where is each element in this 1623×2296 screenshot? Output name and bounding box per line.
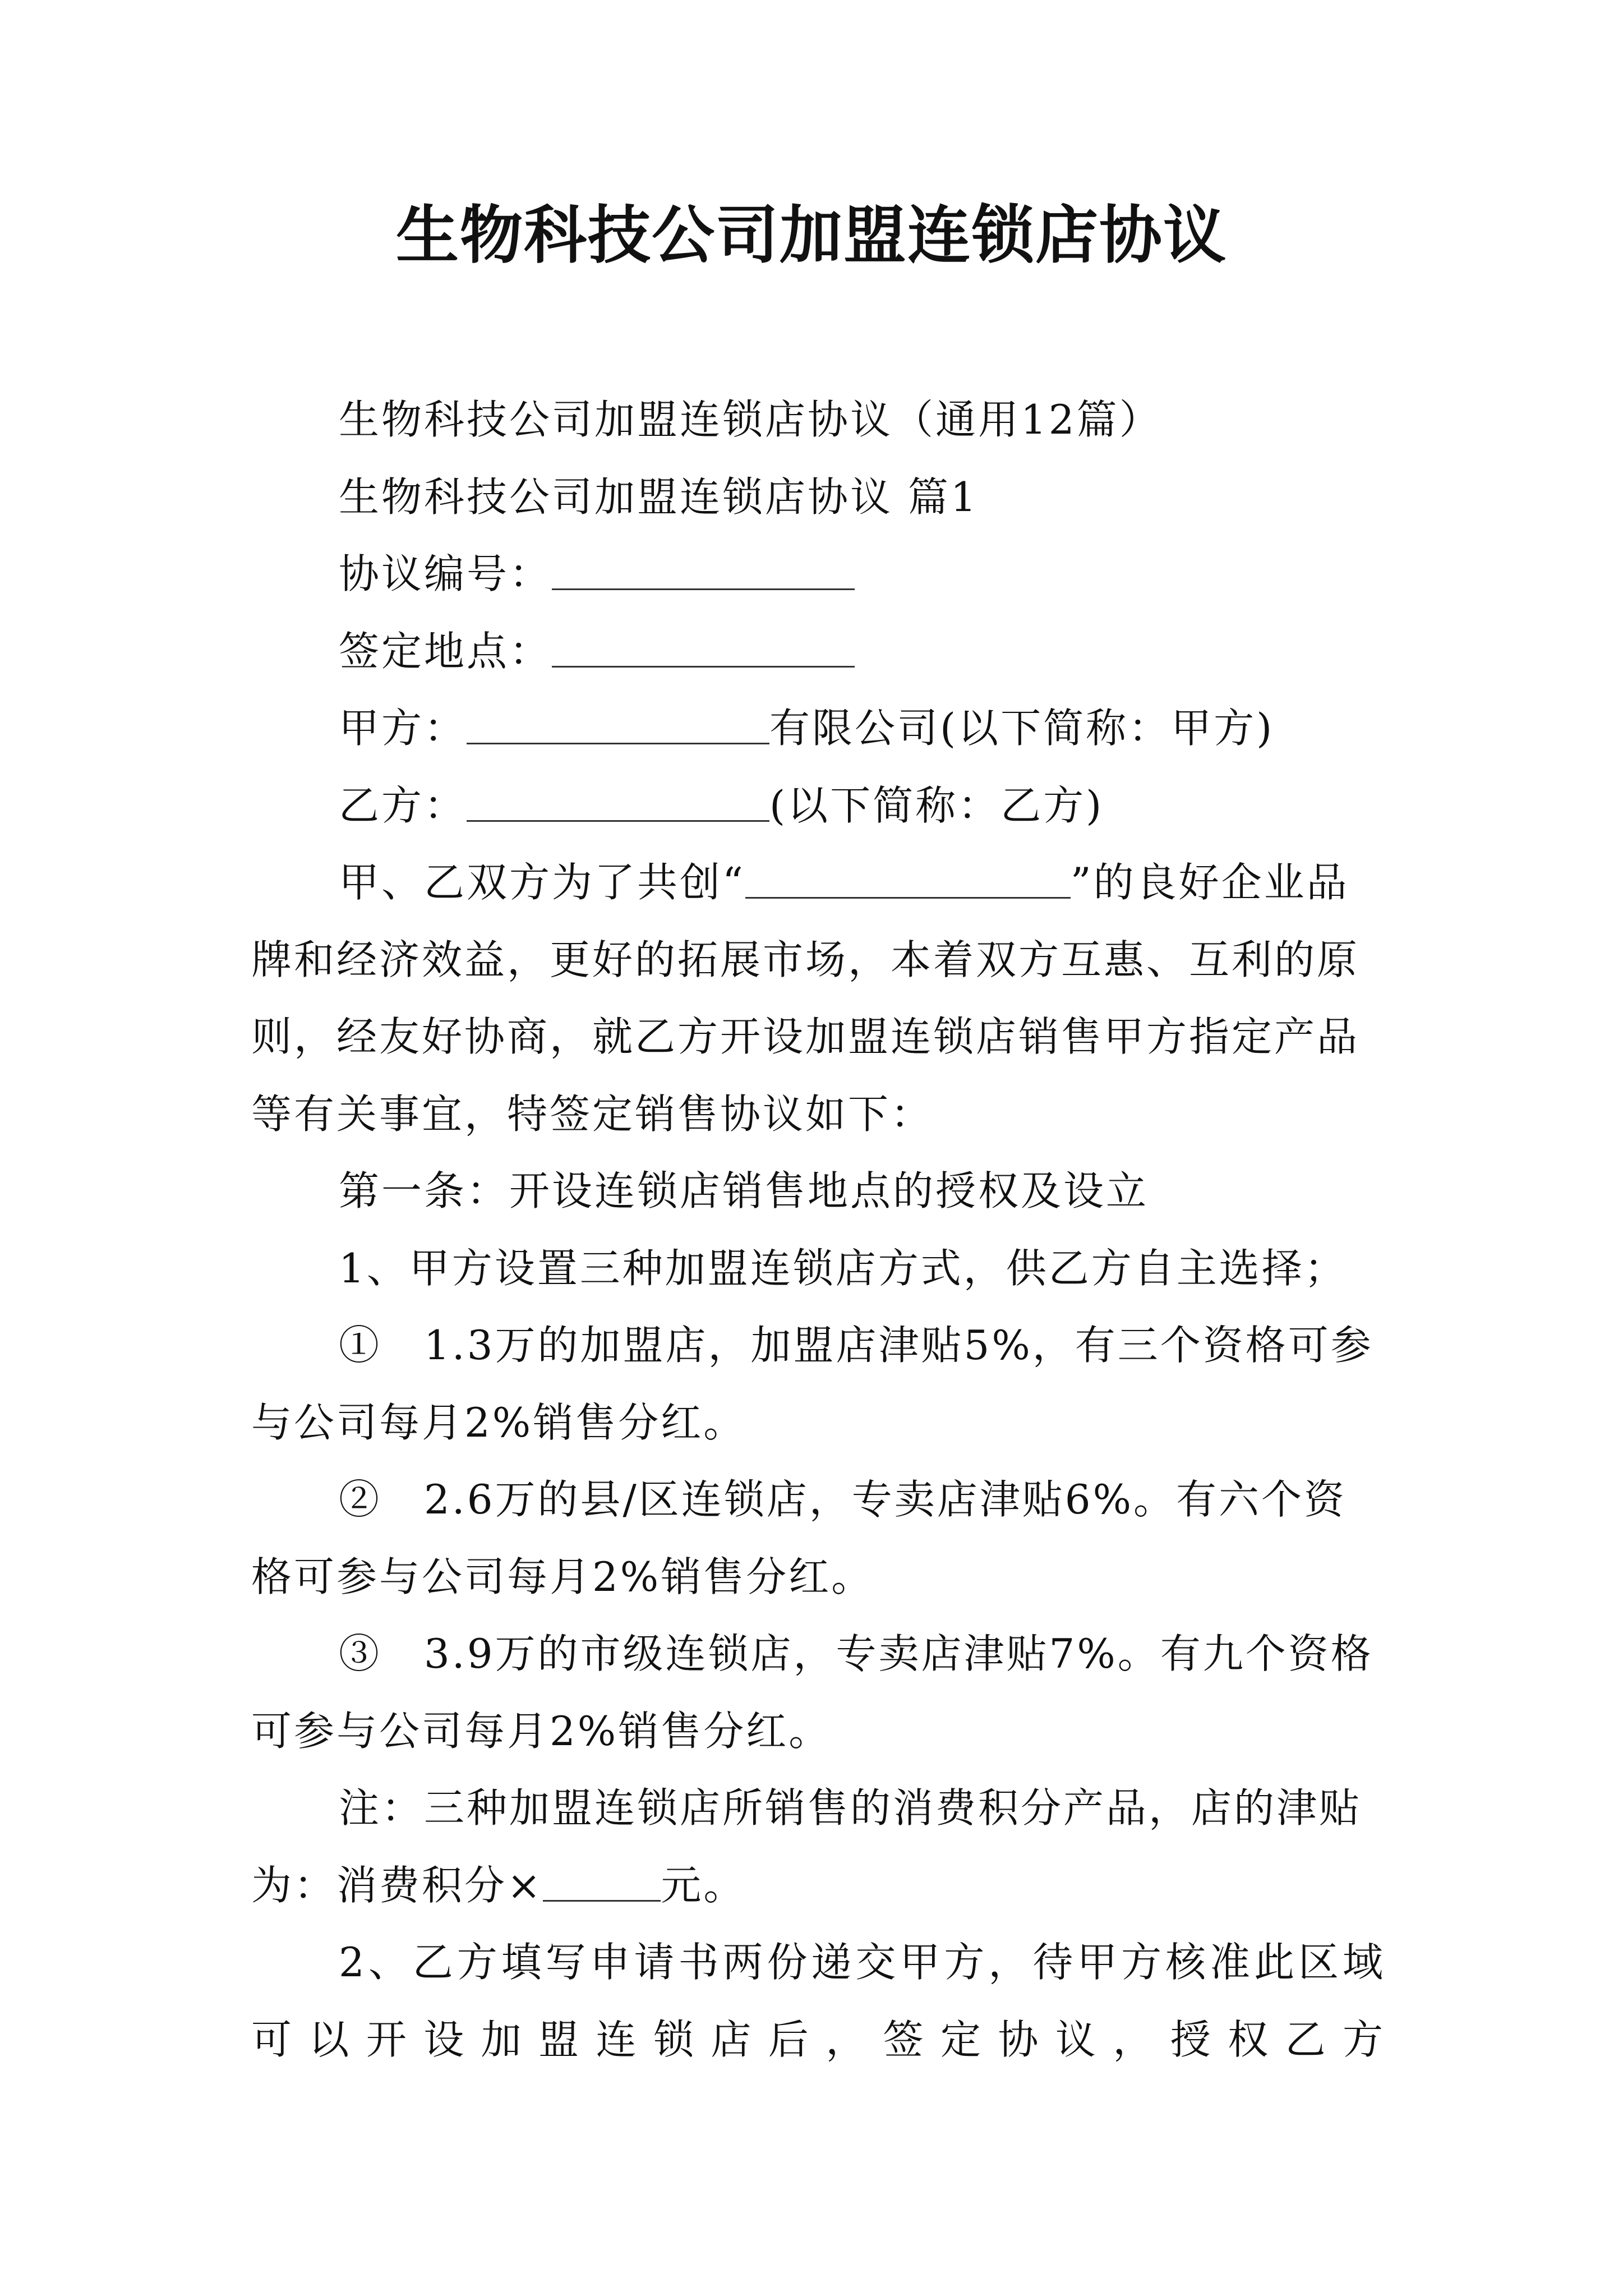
agreement-number-blank bbox=[552, 556, 855, 590]
party-a-blank bbox=[467, 710, 769, 744]
preamble-start: 甲、乙双方为了共创“ bbox=[339, 859, 745, 906]
preamble-paragraph bbox=[251, 844, 1385, 1153]
note-end: 元。 bbox=[661, 1861, 746, 1909]
subtitle: 生物科技公司加盟连锁店协议（通用12篇） bbox=[339, 396, 1162, 443]
option-1: ① 1.3万的加盟店，加盟店津贴5%，有三个资格可参与公司每月2%销售分红。 bbox=[251, 1322, 1373, 1446]
party-b-blank bbox=[467, 788, 769, 822]
signing-place-line bbox=[251, 613, 1385, 691]
document-title: 生物科技公司加盟连锁店协议 bbox=[396, 199, 1227, 272]
option-2: ② 2.6万的县/区连锁店，专卖店津贴6%。有六个资格可参与公司每月2%销售分红。 bbox=[251, 1476, 1347, 1600]
agreement-number-label: 协议编号： bbox=[339, 550, 552, 597]
item-1: 1、甲方设置三种加盟连锁店方式，供乙方自主选择； bbox=[339, 1244, 1347, 1292]
party-a-line bbox=[251, 690, 1385, 767]
note-text: 注：三种加盟连锁店所销售的消费积分产品，店的津贴为：消费积分× bbox=[251, 1784, 1362, 1909]
article-1-title: 第一条：开设连锁店销售地点的授权及设立 bbox=[339, 1167, 1149, 1214]
party-a-label: 甲方： bbox=[339, 705, 467, 752]
agreement-number-line bbox=[251, 536, 1385, 613]
signing-place-label: 签定地点： bbox=[339, 627, 552, 675]
party-b-label: 乙方： bbox=[339, 781, 467, 829]
party-b-line bbox=[251, 767, 1385, 845]
option-3: ③ 3.9万的市级连锁店，专卖店津贴7%。有九个资格可参与公司每月2%销售分红。 bbox=[251, 1630, 1373, 1755]
preamble-rest: ”的良好企业品牌和经济效益，更好的拓展市场，本着双方互惠、互利的原则，经友好协商，就乙方开设加盟连锁店销售甲方指定产品等有关事宜，特签定销售协议如下： bbox=[251, 859, 1360, 1138]
signing-place-blank bbox=[552, 633, 855, 668]
item-2: 2、乙方填写申请书两份递交甲方，待甲方核准此区域可以开设加盟连锁店后，签定协议，授权乙方 bbox=[251, 1939, 1385, 2063]
brand-blank bbox=[745, 864, 1071, 899]
chapter-heading: 生物科技公司加盟连锁店协议 篇1 bbox=[339, 473, 979, 521]
party-b-suffix: (以下简称：乙方) bbox=[769, 781, 1104, 829]
note-blank bbox=[543, 1867, 661, 1902]
note-paragraph bbox=[251, 1770, 1385, 1924]
document-body bbox=[251, 381, 1385, 2078]
party-a-suffix: 有限公司(以下简称：甲方) bbox=[769, 705, 1275, 752]
